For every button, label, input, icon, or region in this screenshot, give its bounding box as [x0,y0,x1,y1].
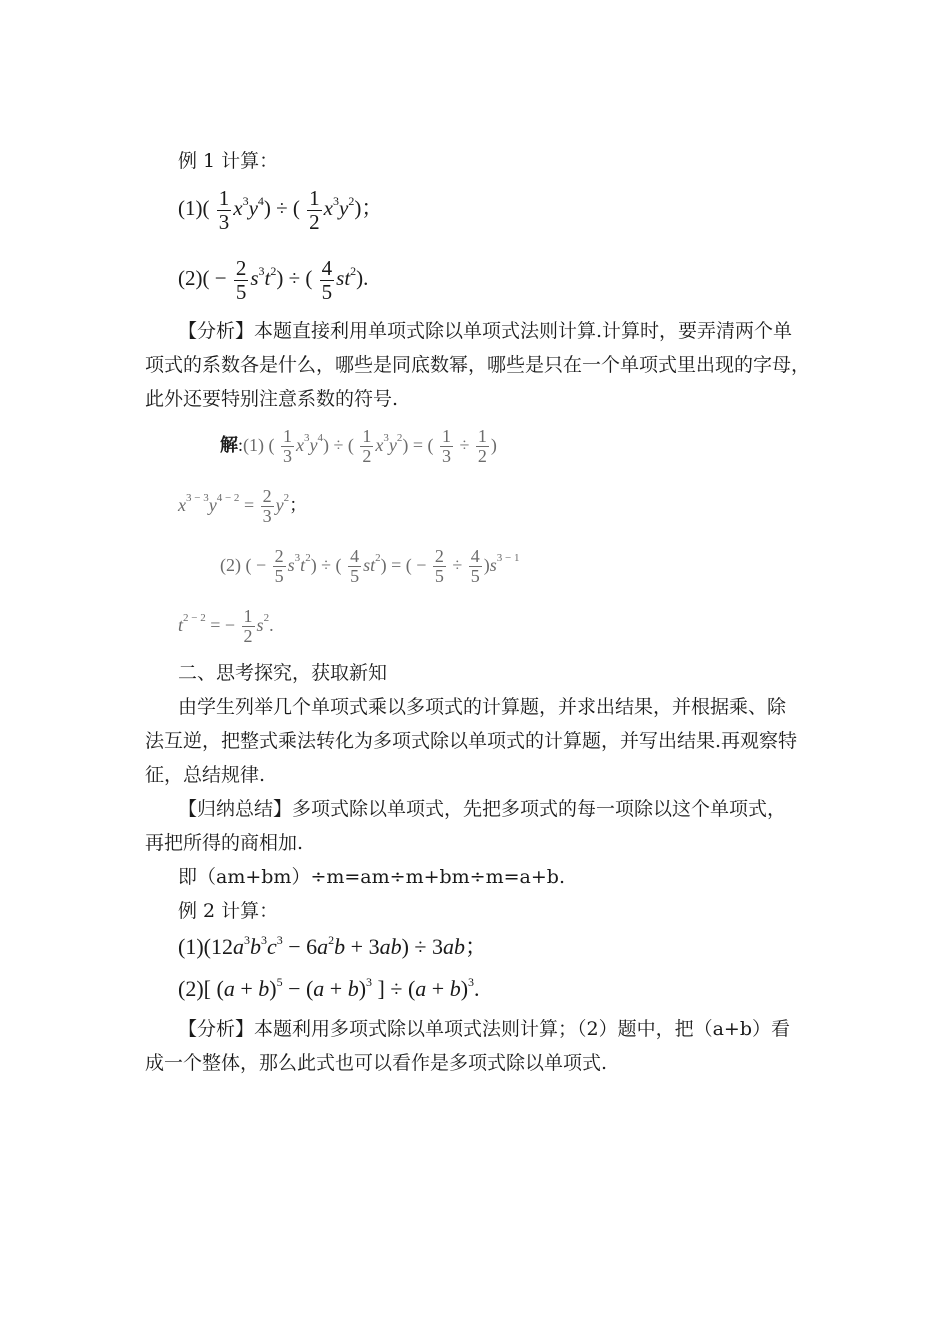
example2-title: 例 2 计算： [178,900,279,922]
section2-para-line3: 征，总结规律. [145,764,266,786]
example2-problem-2: (2)[ $(a + b)^5 - (a + b)^3$ ] ÷ $(a + b)^3$. [178,975,480,1001]
solution-2-line1: (2) ( − $\frac{2}{5}$ $s^3t^2$) ÷ ( $\frac{4}{5}$ $st^2$) = ( − $\frac{2}{5}$ ÷ $\frac{4}{5}$ )$s^{3 - 1}$ [220,545,520,587]
summary-line1: 【归纳总结】多项式除以单项式，先把多项式的每一项除以这个单项式， [178,798,787,820]
example1-analysis-line2: 项式的系数各是什么，哪些是同底数幂，哪些是只在一个单项式里出现的字母， [145,354,811,376]
summary-formula: 即（am+bm）÷m=am÷m+bm÷m=a+b. [178,866,565,888]
example1-problem-1: (1)( $\frac{1}{3}$ $x^3y^4$) ÷ ( $\frac{1}{2}$ $x^3y^2$)； [178,185,383,234]
example2-problem-1: $(1)(12a^3b^3c^3 - 6a^2b + 3ab) \div 3ab$； [178,933,488,959]
example1-analysis-line1: 【分析】本题直接利用单项式除以单项式法则计算.计算时，要弄清两个单 [178,320,793,342]
fraction: $\frac{1}{2}$ [309,185,320,234]
example1-problem-2: (2)( − $\frac{2}{5}$ $s^3t^2$) ÷ ( $\frac{4}{5}$ $st^2$). [178,255,369,304]
section2-heading: 二、思考探究，获取新知 [178,662,388,684]
section2-para-line1: 由学生列举几个单项式乘以多项式的计算题，并求出结果，并根据乘、除 [178,696,787,718]
fraction: $\frac{2}{5}$ [235,255,247,304]
solution-1-line1: 解:(1) ( $\frac{1}{3}$ $x^3y^4$) ÷ ( $\frac{1}{2}$ $x^3y^2$) = ( $\frac{1}{3}$ ÷ $\frac{1}{2}$ ) [220,425,497,467]
solution-2-line2: $t^{2 - 2}$ = − $\frac{1}{2}$ $s^2$. [178,605,274,647]
example2-analysis-line2: 成一个整体，那么此式也可以看作是多项式除以单项式. [145,1052,608,1074]
example1-analysis-line3: 此外还要特别注意系数的符号. [145,388,399,410]
solution-1-line2: $x^{3 - 3}y^{4 - 2}$ = $\frac{2}{3}$ $y^2$； [178,485,308,527]
summary-line2: 再把所得的商相加. [145,832,304,854]
example2-analysis-line1: 【分析】本题利用多项式除以单项式法则计算；（2）题中，把（a+b）看 [178,1018,791,1040]
fraction: $\frac{4}{5}$ [321,255,333,304]
section2-para-line2: 法互逆，把整式乘法转化为多项式除以单项式的计算题，并写出结果.再观察特 [145,730,798,752]
example1-title: 例 1 计算： [178,150,279,172]
fraction: $\frac{1}{3}$ [218,185,230,234]
